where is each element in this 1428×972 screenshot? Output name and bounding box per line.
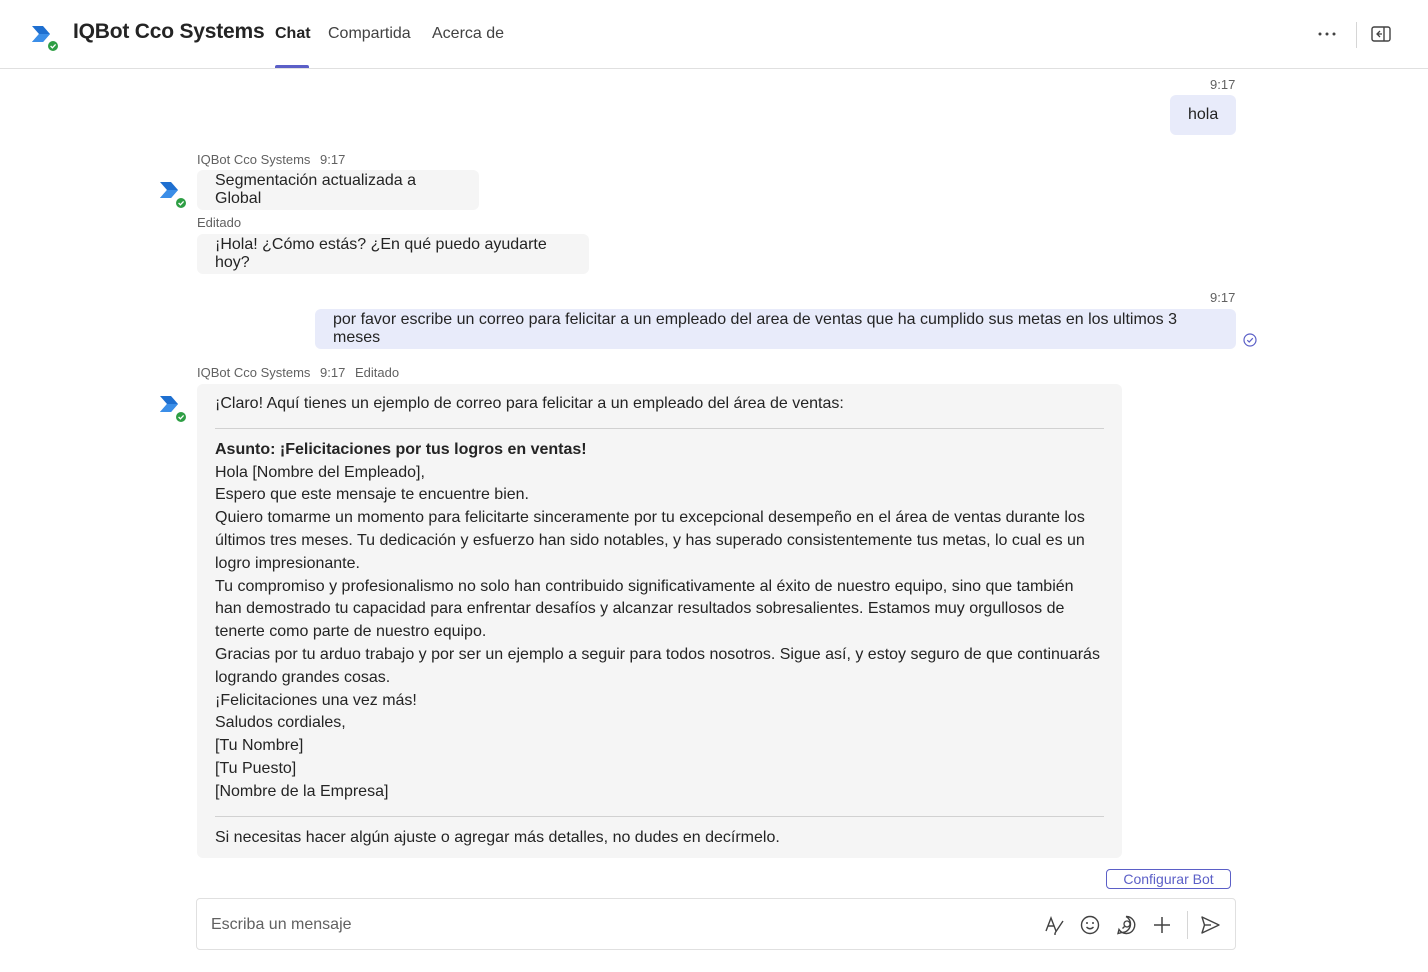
send-icon[interactable] (1198, 913, 1222, 937)
bot-email-message[interactable] (197, 384, 1122, 858)
loop-icon[interactable] (1114, 913, 1138, 937)
popout-icon[interactable] (1369, 22, 1393, 46)
divider (215, 816, 1104, 817)
email-line: [Tu Puesto] (215, 759, 297, 777)
email-line: ¡Felicitaciones una vez más! (215, 691, 417, 709)
format-icon[interactable] (1042, 913, 1066, 937)
message-timestamp: 9:17 (320, 152, 346, 167)
email-paragraph: Gracias por tu arduo trabajo y por ser un ejemplo a seguir para todos nosotros. Sigue así, y estoy seguro de que continuarás logrando grandes cosas. (215, 645, 1100, 686)
my-message-bubble[interactable]: por favor escribe un correo para felicitar a un empleado del area de ventas que ha cumplido sus metas en los ultimos 3 meses (315, 309, 1236, 349)
header-divider (1356, 22, 1357, 48)
read-receipt-icon (1243, 333, 1257, 347)
composer-divider (1187, 911, 1188, 939)
sender-name: IQBot Cco Systems (197, 365, 311, 380)
bot-message-meta (197, 152, 351, 167)
my-message-bubble[interactable]: hola (1170, 95, 1236, 135)
bot-avatar-icon (158, 178, 188, 208)
email-line: [Nombre de la Empresa] (215, 782, 389, 800)
divider (215, 428, 1104, 429)
message-composer (196, 898, 1236, 950)
configure-bot-button[interactable]: Configurar Bot (1106, 869, 1231, 889)
email-line: Espero que este mensaje te encuentre bien. (215, 486, 529, 504)
message-intro: ¡Claro! Aquí tienes un ejemplo de correo para felicitar a un empleado del área de ventas: (215, 395, 844, 412)
message-outro: Si necesitas hacer algún ajuste o agregar más detalles, no dudes en decírmelo. (215, 828, 780, 846)
bot-message-meta (197, 365, 405, 380)
message-timestamp: 9:17 (320, 365, 346, 380)
app-header (0, 0, 1428, 69)
email-paragraph: Tu compromiso y profesionalismo no solo han contribuido significativamente al éxito de nuestro equipo, sino que también han demostrado tu capacidad para enfrentar desafíos y alcanzar resultados sobresalientes. Estamos muy orgullosos de tenerte como parte de nuestro equipo. (215, 577, 1074, 641)
sender-name: IQBot Cco Systems (197, 152, 311, 167)
bot-app-logo-icon (30, 22, 60, 52)
email-paragraph: Quiero tomarme un momento para felicitarte sinceramente por tu excepcional desempeño en el área de ventas durante los últimos tres meses. Tu dedicación y esfuerzo han sido notables, y has superado consistentemente tus metas, lo cual es un logro impresionante. (215, 509, 1085, 572)
message-timestamp: 9:17 (1210, 77, 1236, 92)
message-timestamp: 9:17 (1210, 290, 1236, 305)
message-input[interactable] (211, 913, 1011, 937)
email-line: Saludos cordiales, (215, 714, 346, 732)
more-icon[interactable] (1315, 22, 1339, 46)
tab-compartida[interactable]: Compartida (328, 25, 411, 42)
email-line: Hola [Nombre del Empleado], (215, 463, 425, 481)
bot-message-bubble[interactable]: ¡Hola! ¿Cómo estás? ¿En qué puedo ayudarte hoy? (197, 234, 589, 274)
email-line: [Tu Nombre] (215, 737, 304, 755)
tab-chat[interactable]: Chat (275, 25, 311, 42)
bot-avatar-icon (158, 392, 188, 422)
plus-icon[interactable] (1150, 913, 1174, 937)
edited-label: Editado (197, 215, 242, 230)
edited-label: Editado (354, 365, 400, 380)
emoji-icon[interactable] (1078, 913, 1102, 937)
bot-message-bubble[interactable]: Segmentación actualizada a Global (197, 170, 479, 210)
active-tab-indicator (275, 65, 309, 68)
tab-acerca-de[interactable]: Acerca de (432, 25, 505, 42)
app-title: IQBot Cco Systems (73, 20, 265, 43)
email-subject: Asunto: ¡Felicitaciones por tus logros en ventas! (215, 440, 587, 458)
